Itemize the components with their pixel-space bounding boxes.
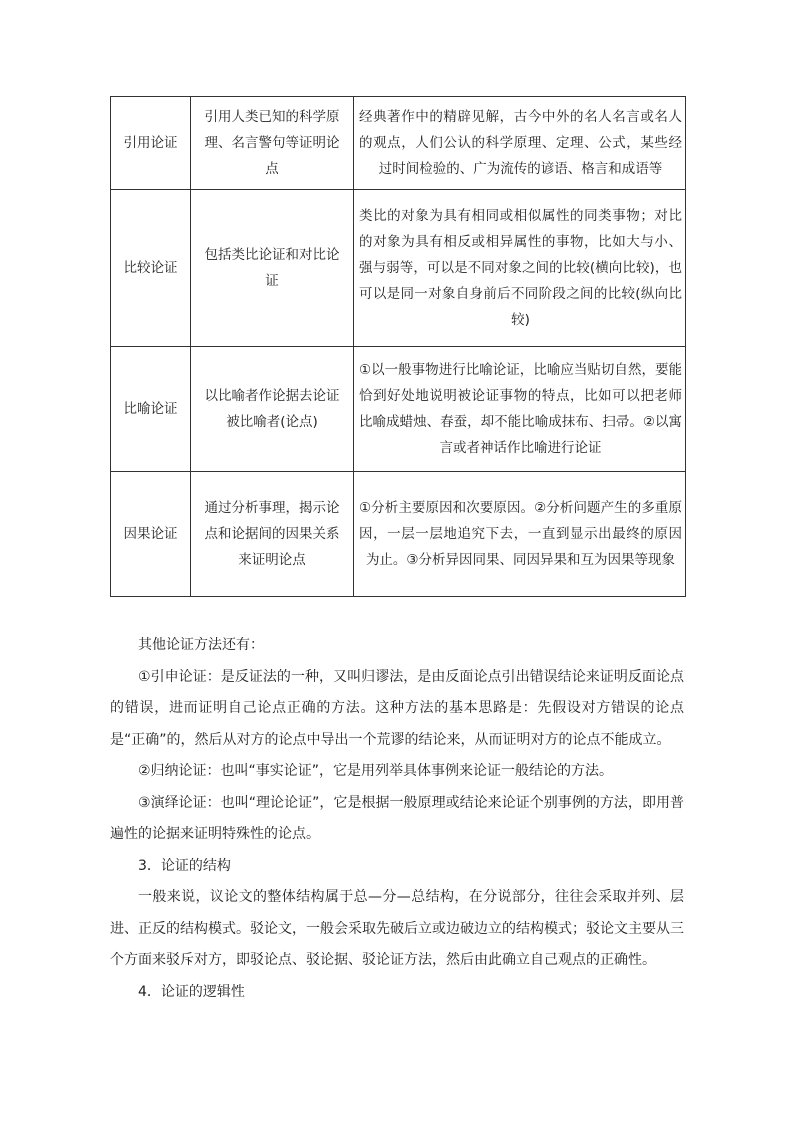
other-methods-intro: 其他论证方法还有： — [138, 637, 264, 653]
method-item-induction: ②归纳论证：也叫“事实论证”，它是用列举具体事例来论证一般结论的方法。 — [138, 763, 614, 779]
method-description-cell: 以比喻者作论据去论证被比喻者(论点) — [191, 347, 354, 472]
method-description-cell: 引用人类已知的科学原理、名言警句等证明论点 — [191, 97, 354, 190]
method-name-cell: 比较论证 — [111, 190, 191, 347]
method-item-deduction: ③演绎论证：也叫“理论论证”，它是根据一般原理或结论来论证个别事例的方法，即用普遍性的论据来证明特殊性的论点。 — [110, 794, 684, 842]
table-row — [111, 97, 686, 190]
method-description-cell: 通过分析事理，揭示论点和论据间的因果关系来证明论点 — [191, 472, 354, 597]
method-details-cell: ①以一般事物进行比喻论证，比喻应当贴切自然，要能恰到好处地说明被论证事物的特点，比如可以把老师比喻成蜡烛、春蚕，却不能比喻成抹布、扫帚。②以寓言或者神话作比喻进行论证 — [354, 347, 686, 472]
method-name-cell: 引用论证 — [111, 97, 191, 190]
method-details-cell: ①分析主要原因和次要原因。②分析问题产生的多重原因，一层一层地追究下去，一直到显示出最终的原因为止。③分析异因同果、同因异果和互为因果等现象 — [354, 472, 686, 597]
body-text — [110, 630, 684, 1008]
method-details-cell: 经典著作中的精辟见解，古今中外的名人名言或名人的观点，人们公认的科学原理、定理、公式，某些经过时间检验的、广为流传的谚语、格言和成语等 — [354, 97, 686, 190]
method-details-cell: 类比的对象为具有相同或相似属性的同类事物；对比的对象为具有相反或相异属性的事物，比如大与小、强与弱等，可以是不同对象之间的比较(横向比较)，也可以是同一对象自身前后不同阶段之间的比较(纵向比较) — [354, 190, 686, 347]
section-heading-logic: 4．论证的逻辑性 — [138, 983, 245, 1000]
table-row — [111, 472, 686, 597]
method-description-cell: 包括类比论证和对比论证 — [191, 190, 354, 347]
section-heading-structure: 3．论证的结构 — [138, 857, 231, 874]
table-row — [111, 190, 686, 347]
structure-paragraph: 一般来说，议论文的整体结构属于总—分—总结构，在分说部分，往往会采取并列、层进、正反的结构模式。驳论文，一般会采取先破后立或边破边立的结构模式；驳论文主要从三个方面来驳斥对方，即驳论点、驳论据、驳论证方法，然后由此确立自己观点的正确性。 — [110, 889, 684, 968]
method-item-extension: ①引申论证：是反证法的一种，又叫归谬法，是由反面论点引出错误结论来证明反面论点的错误，进而证明自己论点正确的方法。这种方法的基本思路是：先假设对方错误的论点是“正确”的，然后从对方的论点中导出一个荒谬的结论来，从而证明对方的论点不能成立。 — [110, 668, 684, 748]
argument-methods-table — [110, 96, 686, 597]
method-name-cell: 因果论证 — [111, 472, 191, 597]
table-row — [111, 347, 686, 472]
method-name-cell: 比喻论证 — [111, 347, 191, 472]
